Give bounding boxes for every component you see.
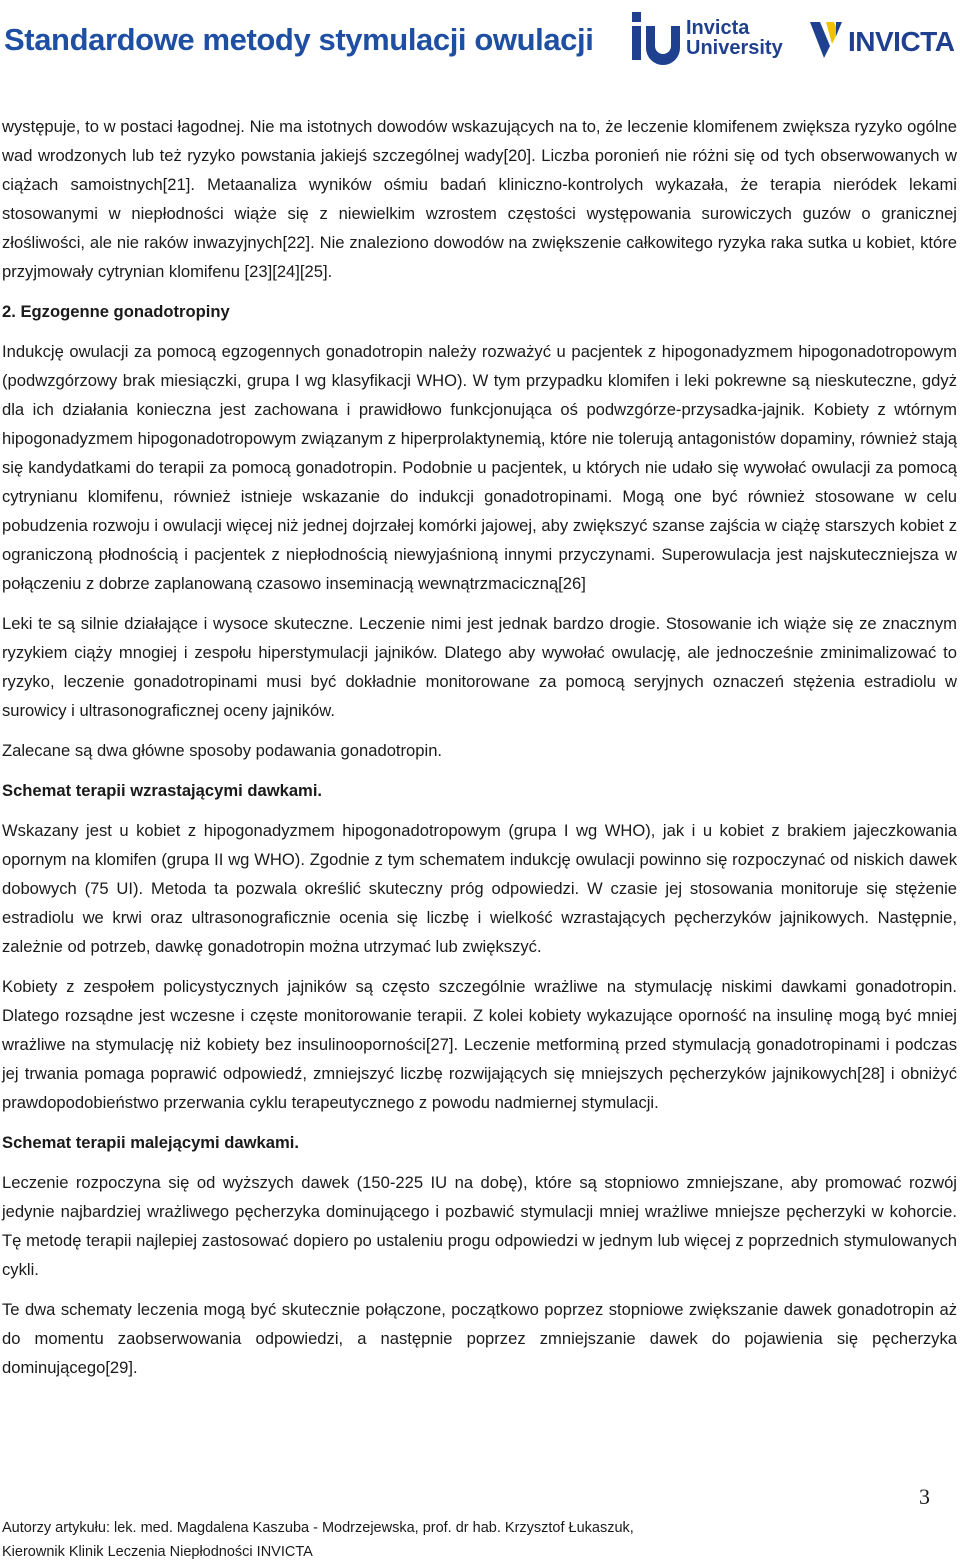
logo-university-text: Invicta University: [686, 17, 783, 59]
page-footer: [2, 1516, 634, 1564]
page-header: [0, 0, 960, 90]
invicta-logo: [808, 18, 958, 66]
subheading: Schemat terapii malejącymi dawkami.: [2, 1133, 299, 1152]
paragraph: Leczenie rozpoczyna się od wyższych dawek (150-225 IU na dobę), które są stopniowo zmniejszane, aby promować rozwój jedynie najbardziej wrażliwego pęcherzyka dominującego i pozbawić stymulacji mniej wrażliwe mniejsze pęcherzyki w kohorcie. Tę metodę terapii najlepiej zastosować dopiero po ustaleniu progu odpowiedzi w jednym lub więcej z poprzednich stymulowanych cykli.: [2, 1173, 957, 1279]
footer-authors: Autorzy artykułu: lek. med. Magdalena Kaszuba - Modrzejewska, prof. dr hab. Krzysztof Łukaszuk,: [2, 1520, 634, 1536]
footer-affiliation: Kierownik Klinik Leczenia Niepłodności INVICTA: [2, 1544, 313, 1560]
paragraph: Zalecane są dwa główne sposoby podawania gonadotropin.: [2, 741, 443, 760]
page-number: 3: [919, 1484, 930, 1509]
header-title: Standardowe metody stymulacji owulacji: [4, 22, 594, 57]
article-body: [2, 112, 957, 1393]
logo-invicta-text: INVICTA: [848, 26, 955, 57]
invicta-university-logo: [628, 8, 783, 66]
subheading: Schemat terapii wzrastającymi dawkami.: [2, 781, 323, 800]
paragraph: występuje, to w postaci łagodnej. Nie ma istotnych dowodów wskazujących na to, że leczenie klomifenem zwiększa ryzyko ogólne wad wrodzonych lub też ryzyko powstania jakiejś szczególnej wady[20]. Liczba poronień nie różni się od tych obserwowanych w ciążach samoistnych[21]. Metaanaliza wyników ośmiu badań kliniczno-kontrolych wykazała, że terapia nieródek lekami stosowanymi w niepłodności wiąże się z niewielkim wzrostem częstości występowania surowiczych guzów o granicznej złośliwości, ale nie raków inwazyjnych[22]. Nie znaleziono dowodów na zwiększenie całkowitego ryzyka raka sutka u kobiet, które przyjmowały cytrynian klomifenu [23][24][25].: [2, 117, 957, 281]
paragraph: Te dwa schematy leczenia mogą być skutecznie połączone, początkowo poprzez stopniowe zwiększanie dawek gonadotropin aż do momentu zaobserwowania odpowiedzi, a następnie poprzez zmniejszanie dawek do pojawienia się pęcherzyka dominującego[29].: [2, 1300, 957, 1377]
section-heading: 2. Egzogenne gonadotropiny: [2, 302, 230, 321]
paragraph: Leki te są silnie działające i wysoce skuteczne. Leczenie nimi jest jednak bardzo drogie. Stosowanie ich wiąże się ze znacznym ryzykiem ciąży mnogiej i zespołu hiperstymulacji jajników. Dlatego aby wywołać owulację, ale jednocześnie zminimalizować to ryzyko, leczenie gonadotropinami musi być dokładnie monitorowane za pomocą seryjnych oznaczeń stężenia estradiolu w surowicy i ultrasonograficznej oceny jajników.: [2, 614, 957, 720]
paragraph: Wskazany jest u kobiet z hipogonadyzmem hipogonadotropowym (grupa I wg WHO), jak i u kobiet z brakiem jajeczkowania opornym na klomifen (grupa II wg WHO). Zgodnie z tym schematem indukcję owulacji powinno się rozpoczynać od niskich dawek dobowych (75 UI). Metoda ta pozwala określić skuteczny próg odpowiedzi. W czasie jej stosowania monitoruje się stężenie estradiolu we krwi oraz ultrasonograficznie ocenia się liczbę i wielkość wzrastających pęcherzyków jajnikowych. Następnie, zależnie od potrzeb, dawkę gonadotropin można utrzymać lub zwiększyć.: [2, 821, 957, 956]
paragraph: Indukcję owulacji za pomocą egzogennych gonadotropin należy rozważyć u pacjentek z hipogonadyzmem hipogonadotropowym (podwzgórzowy brak miesiączki, grupa I wg klasyfikacji WHO). W tym przypadku klomifen i leki pokrewne są nieskuteczne, gdyż dla ich działania konieczna jest zachowana i prawidłowo funkcjonująca oś podwzgórze-przysadka-jajnik. Kobiety z wtórnym hipogonadyzmem hipogonadotropowym związanym z hiperprolaktynemią, które nie tolerują antagonistów dopaminy, również stają się kandydatkami do terapii za pomocą gonadotropin. Podobnie u pacjentek, u których nie udało się wywołać owulacji za pomocą cytrynianu klomifenu, również istnieje wskazanie do indukcji gonadotropinami. Mogą one być również stosowane w celu pobudzenia rozwoju i owulacji więcej niż jednej dojrzałej komórki jajowej, aby zwiększyć szanse zajścia w ciążę starszych kobiet z ograniczoną płodnością i pacjentek z niepłodnością niewyjaśnioną innymi przyczynami. Superowulacja jest najskuteczniejsza w połączeniu z dobrze zaplanowaną czasowo inseminacją wewnątrzmaciczną[26]: [2, 342, 957, 593]
invicta-shield-icon: [808, 18, 844, 62]
paragraph: Kobiety z zespołem policystycznych jajników są często szczególnie wrażliwe na stymulację niskimi dawkami gonadotropin. Dlatego rozsądne jest wczesne i częste monitorowanie terapii. Z kolei kobiety wykazujące oporność na insulinę mogą być mniej wrażliwe na stymulację niż kobiety bez insulinooporności[27]. Leczenie metforminą przed stymulacją gonadotropinami i podczas jej trwania pomaga poprawić odpowiedź, zmniejszyć liczbę rozwijających się mniejszych pęcherzyków jajnikowych[28] i obniżyć prawdopodobieństwo przerwania cyklu terapeutycznego z powodu nadmiernej stymulacji.: [2, 977, 957, 1112]
iu-logo-icon: [628, 8, 684, 66]
